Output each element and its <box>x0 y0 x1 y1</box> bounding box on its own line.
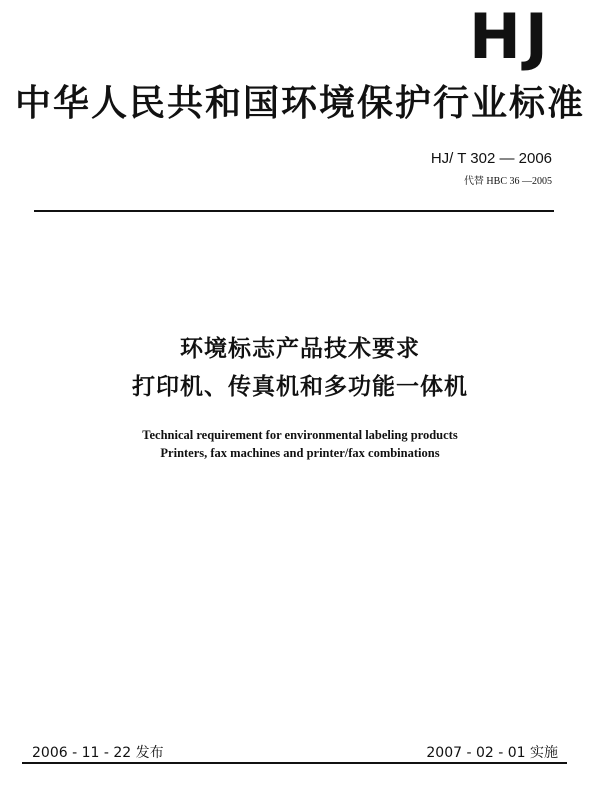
english-title-line2: Printers, fax machines and printer/fax combinations <box>160 446 440 460</box>
english-title-line1: Technical requirement for environmental labeling products <box>142 428 458 442</box>
implementation-date: 2007 - 02 - 01 实施 <box>426 745 558 761</box>
document-title-line1: 环境标志产品技术要求 <box>180 336 420 362</box>
hj-logo: HJ <box>469 0 552 73</box>
document-title-line2: 打印机、传真机和多功能一体机 <box>132 374 468 400</box>
footer-divider <box>22 762 567 764</box>
issue-date: 2006 - 11 - 22 发布 <box>32 745 164 761</box>
header-divider <box>34 210 554 212</box>
replaces-note: 代替 HBC 36 —2005 <box>463 176 552 187</box>
organization-title: 中华人民共和国环境保护行业标准 <box>14 83 585 124</box>
standard-code: HJ/ T 302 — 2006 <box>430 150 552 167</box>
